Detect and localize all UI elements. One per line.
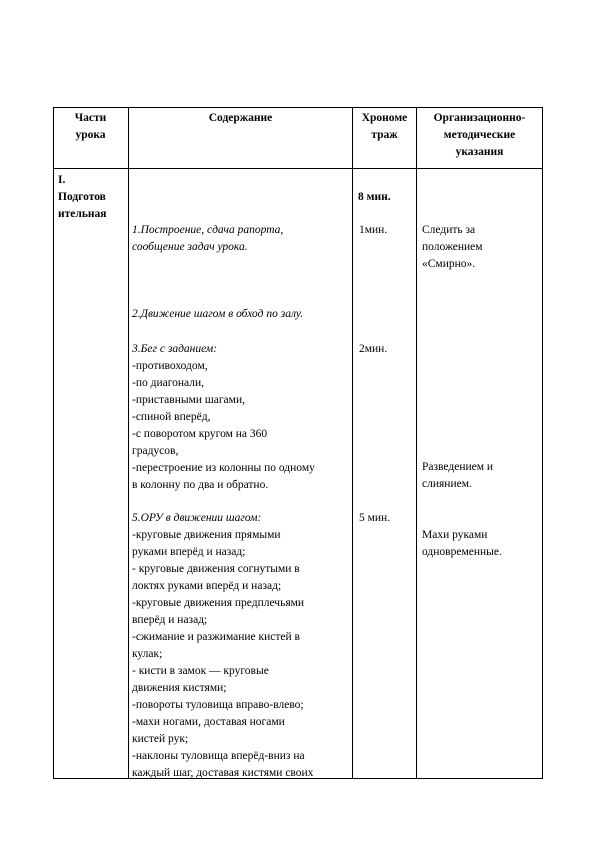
item-3-line: -приставными шагами, [132, 394, 245, 406]
header-notes-line-3: указания [455, 146, 504, 158]
table-right-border [542, 107, 543, 779]
part-label-line-2: Подготов [58, 191, 106, 203]
item-2-line-1: 2.Движение шагом в обход по залу. [132, 308, 304, 320]
header-time-line-2: траж [371, 129, 398, 141]
header-content-label: Содержание [208, 112, 273, 124]
header-notes-line-2: методические [443, 129, 516, 141]
note-item-1-line-3: «Смирно». [422, 258, 476, 270]
item-3-line: -противоходом, [132, 360, 208, 372]
header-time-line-1: Хрономе [361, 112, 408, 124]
note-item-5 [422, 527, 502, 561]
item-5-line: движения кистями; [132, 682, 227, 694]
lesson-plan-table [53, 107, 543, 779]
item-3-line: в колонну по два и обратно. [132, 479, 269, 491]
time-total [358, 189, 391, 206]
note-item-5-line-2: одновременные. [422, 546, 502, 558]
header-content [129, 110, 352, 127]
item-5-line: руками вперёд и назад; [132, 546, 246, 558]
item-5-line: -сжимание и разжимание кистей в [132, 631, 300, 643]
item-5-line: каждый шаг, доставая кистями своих [132, 767, 314, 779]
time-total-value: 8 мин. [358, 191, 391, 203]
content-item-5 [132, 510, 313, 782]
item-5-line: кистей рук; [132, 733, 189, 745]
header-notes-line-1: Организационно- [433, 112, 526, 124]
time-item-5-value: 5 мин. [359, 512, 391, 524]
item-5-line: -махи ногами, доставая ногами [132, 716, 285, 728]
table-top-border [53, 107, 543, 108]
time-item-1-value: 1мин. [359, 224, 388, 236]
header-part-line-2: урока [75, 129, 106, 141]
note-item-3-line-2: слиянием. [422, 478, 472, 490]
header-time [353, 110, 416, 144]
time-item-3-value: 2мин. [359, 343, 388, 355]
item-3-line: -спиной вперёд, [132, 411, 211, 423]
item-5-line: кулак; [132, 648, 163, 660]
item-3-line: -перестроение из колонны по одному [132, 462, 315, 474]
note-item-5-line-1: Махи руками [422, 529, 488, 541]
item-5-line: - кисти в замок — круговые [132, 665, 269, 677]
item-3-line: -по диагонали, [132, 377, 205, 389]
item-5-line: -круговые движения предплечьями [132, 597, 305, 609]
content-item-3 [132, 341, 315, 494]
header-part [53, 110, 128, 144]
content-item-1 [132, 222, 283, 256]
item-1-line-1: 1.Построение, сдача рапорта, [132, 224, 284, 236]
table-left-border [53, 107, 54, 779]
note-item-1-line-1: Следить за [422, 224, 476, 236]
part-label [58, 172, 107, 223]
note-item-3 [422, 459, 493, 493]
column-divider-3 [416, 107, 417, 779]
note-item-1 [422, 222, 483, 273]
time-item-1 [359, 222, 387, 239]
column-divider-2 [352, 107, 353, 779]
item-3-line: градусов, [132, 445, 179, 457]
time-item-3 [359, 341, 387, 358]
part-label-line-3: ительная [58, 208, 107, 220]
column-divider-1 [128, 107, 129, 779]
note-item-1-line-2: положением [422, 241, 483, 253]
time-item-5 [359, 510, 390, 527]
item-5-line: локтях руками вперёд и назад; [132, 580, 282, 592]
header-notes [417, 110, 542, 161]
item-5-line: -наклоны туловища вперёд-вниз на [132, 750, 305, 762]
header-bottom-border [53, 168, 543, 169]
content-item-2 [132, 306, 303, 323]
item-5-line: вперёд и назад; [132, 614, 208, 626]
item-3-line: -с поворотом кругом на 360 [132, 428, 268, 440]
item-5-title: 5.ОРУ в движении шагом: [132, 512, 262, 524]
part-label-line-1: I. [58, 174, 66, 186]
item-5-line: -повороты туловища вправо-влево; [132, 699, 304, 711]
note-item-3-line-1: Разведением и [422, 461, 494, 473]
header-part-line-1: Части [74, 112, 107, 124]
item-5-line: -круговые движения прямыми [132, 529, 281, 541]
item-3-title: 3.Бег с заданием: [132, 343, 218, 355]
item-1-line-2: сообщение задач урока. [132, 241, 248, 253]
item-5-line: - круговые движения согнутыми в [132, 563, 300, 575]
